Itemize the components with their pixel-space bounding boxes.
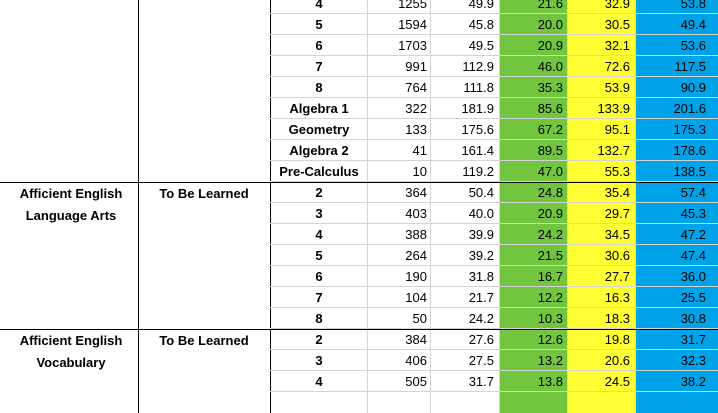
level-cell: 8 <box>315 80 323 95</box>
blue-value-cell: 175.3 <box>673 122 706 137</box>
count-cell: 322 <box>405 101 427 116</box>
table-row <box>0 35 718 56</box>
average-cell: 40.0 <box>468 206 494 221</box>
count-cell: 50 <box>412 311 427 326</box>
green-value-cell: 10.3 <box>537 311 563 326</box>
blue-value-cell: 138.5 <box>673 164 706 179</box>
group-title-vocabulary: Afficient English Vocabulary <box>19 333 123 370</box>
level-cell: 4 <box>315 227 323 242</box>
average-cell: 112.9 <box>462 59 494 74</box>
average-cell: 50.4 <box>468 185 494 200</box>
count-cell: 1594 <box>398 17 427 32</box>
blue-value-cell: 47.4 <box>680 248 706 263</box>
group-status-ela: To Be Learned <box>159 186 249 201</box>
count-cell: 264 <box>405 248 427 263</box>
blue-value-cell: 178.6 <box>673 143 706 158</box>
count-cell: 505 <box>405 374 427 389</box>
level-cell: 2 <box>315 185 323 200</box>
table-row <box>0 245 718 266</box>
blue-value-cell: 201.6 <box>673 101 706 116</box>
yellow-value-cell: 32.1 <box>604 38 630 53</box>
blue-value-cell: 36.0 <box>680 269 706 284</box>
table-row <box>0 14 718 35</box>
average-cell: 39.9 <box>468 227 494 242</box>
blue-value-cell: 90.9 <box>680 80 706 95</box>
average-cell: 49.5 <box>468 38 494 53</box>
yellow-value-cell: 95.1 <box>604 122 630 137</box>
green-value-cell: 20.9 <box>537 206 563 221</box>
table-row <box>0 0 718 14</box>
blue-value-cell: 32.3 <box>680 353 706 368</box>
group-status-vocabulary: To Be Learned <box>159 333 249 348</box>
yellow-value-cell: 55.3 <box>604 164 630 179</box>
level-cell: 5 <box>315 248 323 263</box>
table-row <box>0 161 718 182</box>
level-cell: 6 <box>315 38 323 53</box>
table-row <box>0 119 718 140</box>
yellow-value-cell: 53.9 <box>604 80 630 95</box>
average-cell: 49.9 <box>468 0 494 11</box>
average-cell: 161.4 <box>461 143 494 158</box>
table-row <box>0 224 718 245</box>
green-value-cell: 20.9 <box>537 38 563 53</box>
blue-value-cell: 53.8 <box>680 0 706 11</box>
table-row <box>0 266 718 287</box>
count-cell: 406 <box>405 353 427 368</box>
count-cell: 133 <box>405 122 427 137</box>
yellow-value-cell: 72.6 <box>604 59 630 74</box>
blue-value-cell: 31.7 <box>680 332 706 347</box>
green-value-cell: 21.6 <box>537 0 563 11</box>
count-cell: 388 <box>405 227 427 242</box>
table-row <box>0 371 718 392</box>
yellow-value-cell: 19.8 <box>604 332 630 347</box>
yellow-value-cell: 34.5 <box>604 227 630 242</box>
blue-value-cell: 30.8 <box>680 311 706 326</box>
green-value-cell: 21.5 <box>537 248 563 263</box>
yellow-value-cell: 29.7 <box>604 206 630 221</box>
count-cell: 104 <box>405 290 427 305</box>
green-value-cell: 24.8 <box>537 185 563 200</box>
level-cell: 3 <box>315 353 323 368</box>
table-row <box>0 308 718 329</box>
yellow-value-cell: 30.5 <box>604 17 630 32</box>
level-cell: 6 <box>315 269 323 284</box>
average-cell: 31.7 <box>468 374 494 389</box>
blue-value-cell: 47.2 <box>680 227 706 242</box>
yellow-value-cell: 133.9 <box>597 101 630 116</box>
level-cell: 4 <box>315 0 323 11</box>
green-value-cell: 47.0 <box>537 164 563 179</box>
blue-value-cell: 53.6 <box>680 38 706 53</box>
blue-value-cell: 38.2 <box>680 374 706 389</box>
green-value-cell: 12.2 <box>537 290 563 305</box>
count-cell: 384 <box>405 332 427 347</box>
yellow-value-cell: 32.9 <box>604 0 630 11</box>
count-cell: 41 <box>412 143 427 158</box>
blue-value-cell: 49.4 <box>680 17 706 32</box>
table-row <box>0 98 718 119</box>
table-row <box>0 77 718 98</box>
blue-value-cell: 45.3 <box>680 206 706 221</box>
average-cell: 27.5 <box>468 353 494 368</box>
level-cell: 4 <box>315 374 323 389</box>
table-row <box>0 56 718 77</box>
count-cell: 403 <box>405 206 427 221</box>
level-cell: Algebra 1 <box>289 101 349 116</box>
green-value-cell: 85.6 <box>537 101 563 116</box>
yellow-value-cell: 27.7 <box>604 269 630 284</box>
level-cell: Geometry <box>288 122 350 137</box>
yellow-value-cell: 20.6 <box>604 353 630 368</box>
group-title-ela: Afficient English Language Arts <box>19 186 123 223</box>
count-cell: 364 <box>405 185 427 200</box>
yellow-value-cell: 132.7 <box>597 143 630 158</box>
green-value-cell: 89.5 <box>537 143 563 158</box>
count-cell: 764 <box>405 80 427 95</box>
average-cell: 111.8 <box>463 80 494 95</box>
average-cell: 175.6 <box>461 122 494 137</box>
green-value-cell: 16.7 <box>537 269 563 284</box>
average-cell: 31.8 <box>468 269 494 284</box>
level-cell: 3 <box>315 206 323 221</box>
level-cell: 5 <box>315 17 323 32</box>
level-cell: Algebra 2 <box>289 143 349 158</box>
green-value-cell: 13.2 <box>537 353 563 368</box>
yellow-value-cell: 35.4 <box>604 185 630 200</box>
count-cell: 190 <box>405 269 427 284</box>
green-value-cell: 20.0 <box>537 17 563 32</box>
yellow-value-cell: 30.6 <box>604 248 630 263</box>
level-cell: 8 <box>315 311 323 326</box>
average-cell: 181.9 <box>461 101 494 116</box>
green-value-cell: 46.0 <box>537 59 563 74</box>
table-row <box>0 140 718 161</box>
green-value-cell: 12.6 <box>537 332 563 347</box>
level-cell: 2 <box>315 332 323 347</box>
count-cell: 10 <box>412 164 427 179</box>
average-cell: 21.7 <box>468 290 494 305</box>
yellow-value-cell: 16.3 <box>604 290 630 305</box>
count-cell: 1255 <box>398 0 427 11</box>
average-cell: 39.2 <box>468 248 494 263</box>
blue-value-cell: 117.5 <box>674 59 706 74</box>
count-cell: 1703 <box>398 38 427 53</box>
yellow-value-cell: 24.5 <box>604 374 630 389</box>
green-value-cell: 35.3 <box>537 80 563 95</box>
level-cell: 7 <box>315 290 323 305</box>
green-value-cell: 24.2 <box>537 227 563 242</box>
count-cell: 991 <box>405 59 427 74</box>
blue-value-cell: 57.4 <box>680 185 706 200</box>
average-cell: 119.2 <box>462 164 494 179</box>
average-cell: 27.6 <box>468 332 494 347</box>
green-value-cell: 67.2 <box>537 122 563 137</box>
level-cell: Pre-Calculus <box>279 164 359 179</box>
blue-value-cell: 25.5 <box>680 290 706 305</box>
average-cell: 45.8 <box>468 17 494 32</box>
table-row <box>0 287 718 308</box>
average-cell: 24.2 <box>468 311 494 326</box>
yellow-value-cell: 18.3 <box>604 311 630 326</box>
level-cell: 7 <box>315 59 323 74</box>
green-value-cell: 13.8 <box>537 374 563 389</box>
